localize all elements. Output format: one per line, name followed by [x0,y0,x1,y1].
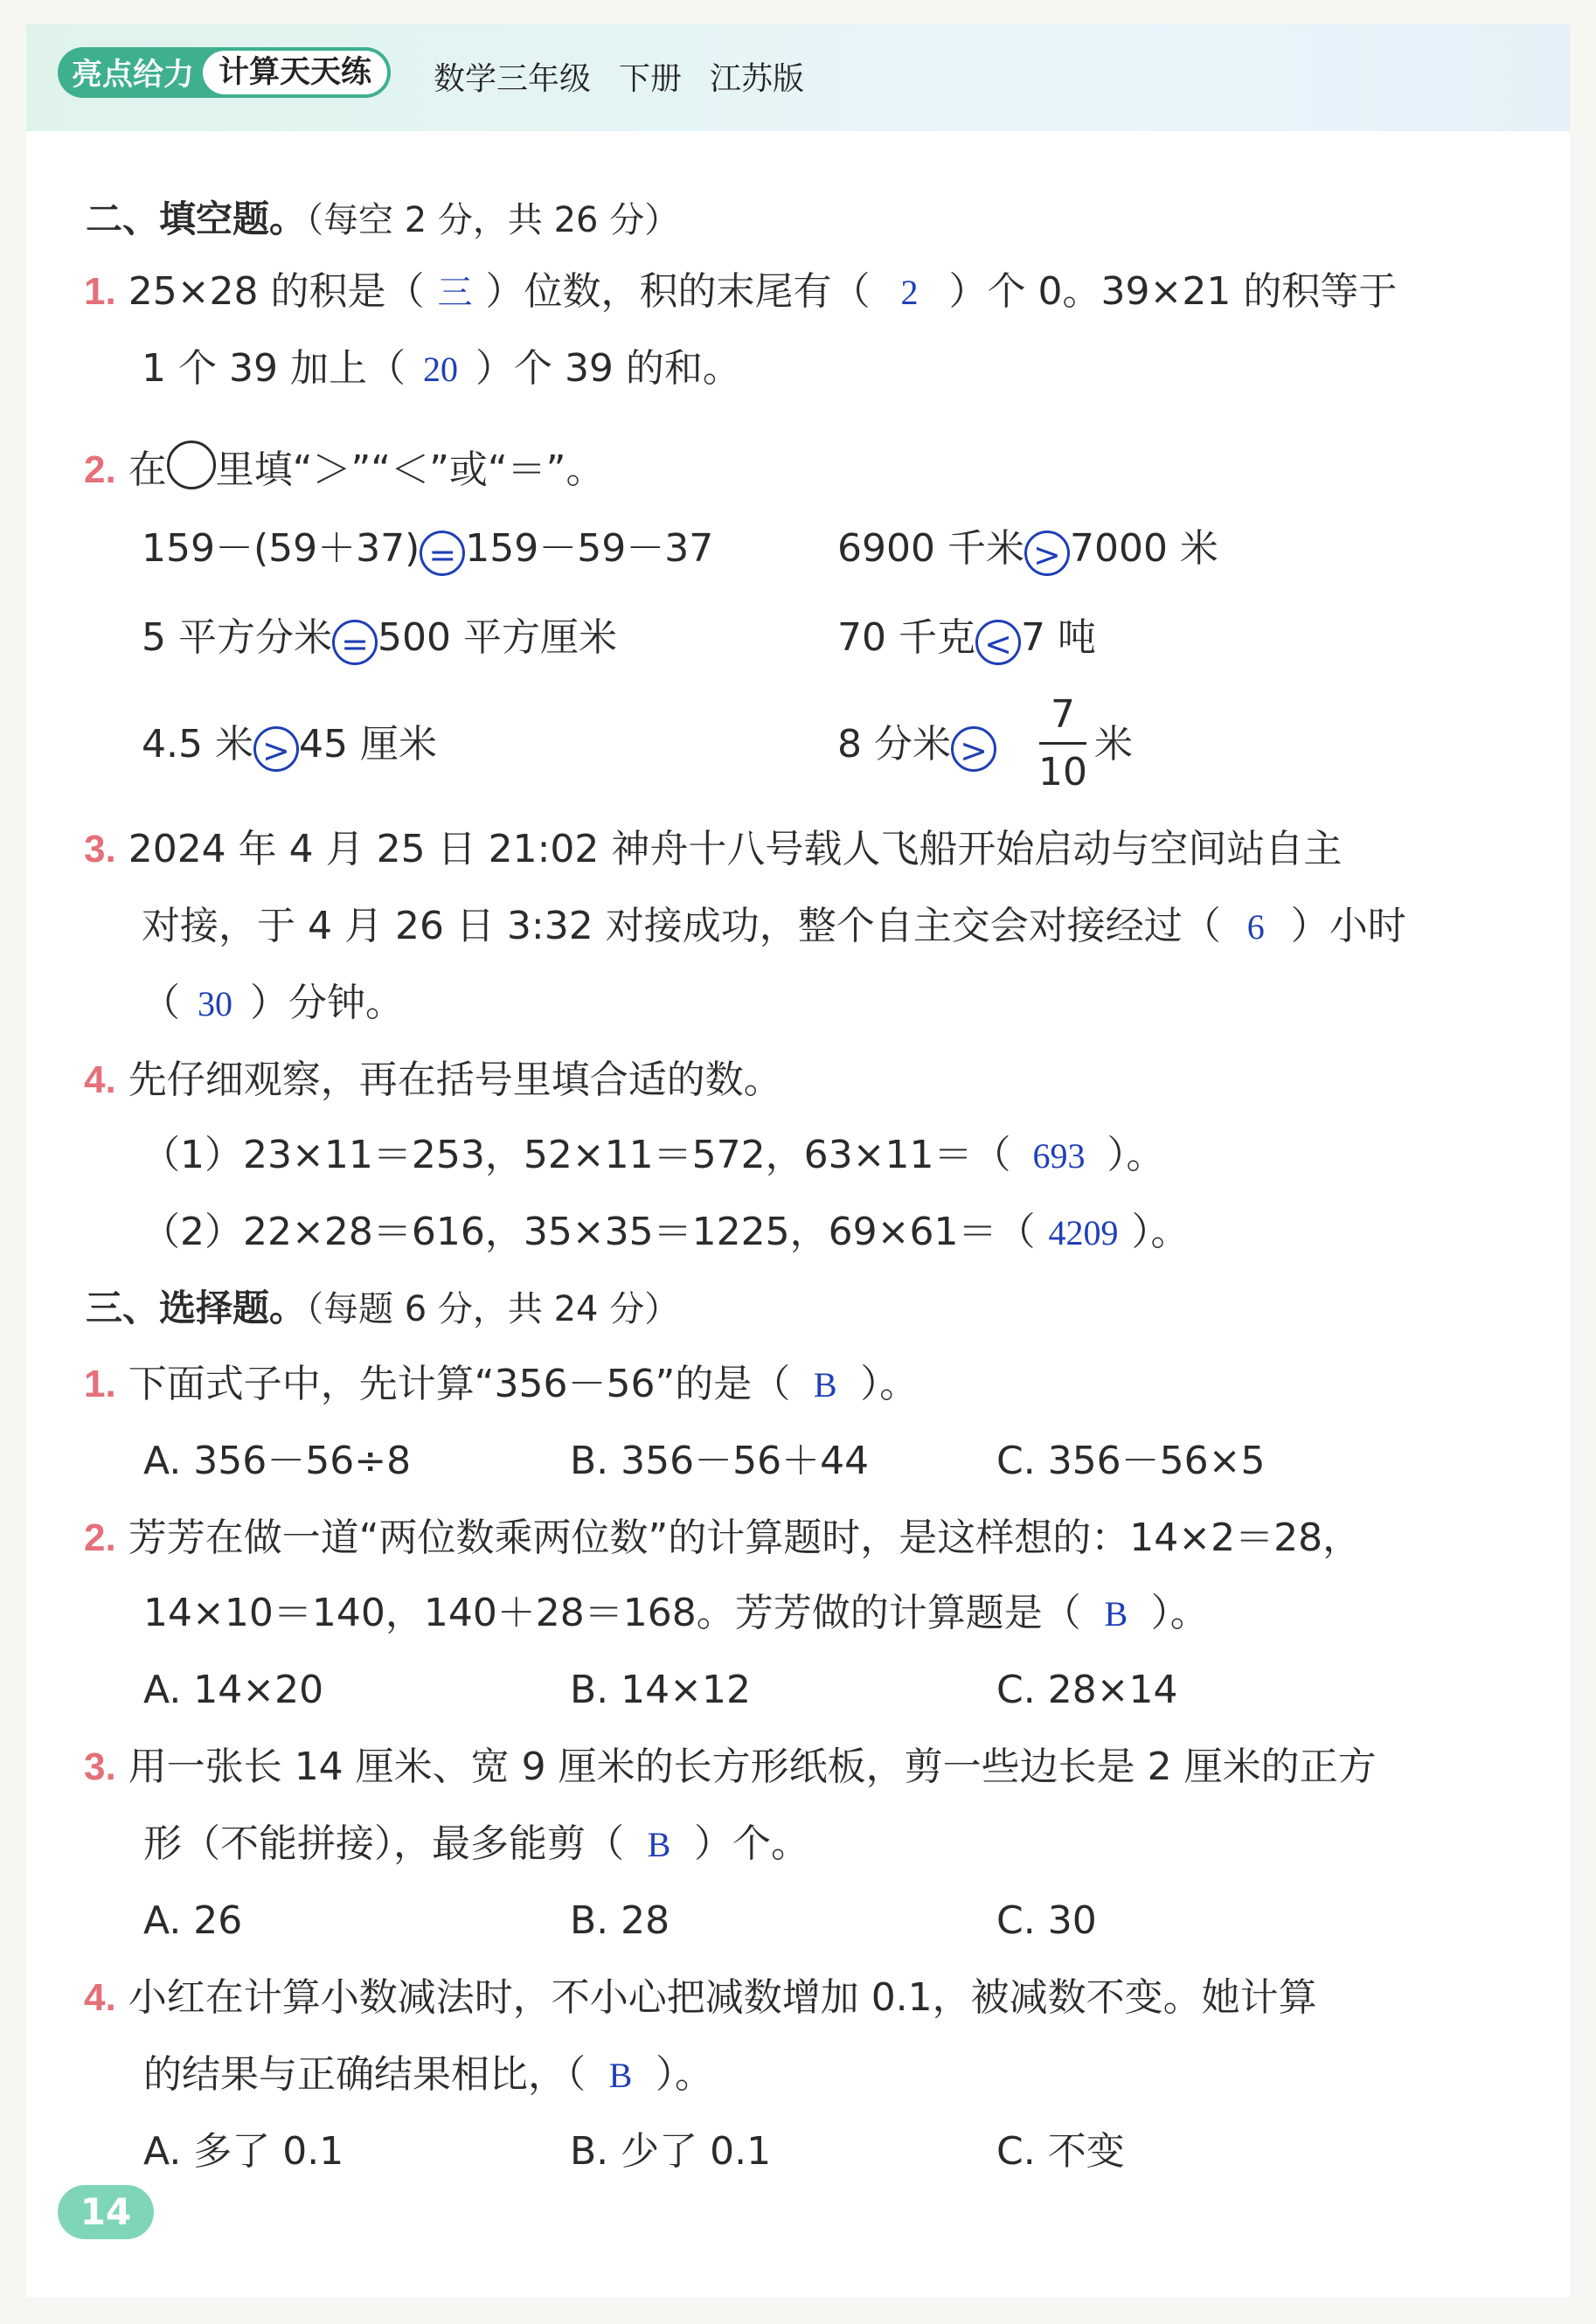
question-text: 先仔细观察，再在括号里填合适的数。 [128,1058,782,1102]
choice-q2-line2 [143,1591,1209,1635]
option-a: A. 356－56÷8 [143,1439,412,1483]
choice-q3-line1 [84,1745,1377,1789]
section-note: （每题 6 分，共 24 分） [306,1289,680,1329]
question-number: 2. [84,1516,116,1559]
option-b: B. 少了 0.1 [570,2129,772,2174]
circle-icon [167,441,216,489]
fill-q4-sub2 [142,1210,1190,1254]
series-badge [58,47,391,98]
fraction-bar [1039,742,1086,745]
question-text: ）个。 [694,1821,809,1866]
fill-q3-line3 [142,981,404,1025]
compare-circle: = [420,531,465,576]
question-text: （2）22×28＝616，35×35＝1225，69×61＝（ [142,1210,1036,1254]
answer-text: 三 [437,273,473,312]
section-title-text: 二、填空题。 [86,198,307,240]
option-b: B. 28 [570,1898,670,1943]
compare-row2-right [837,615,1096,665]
compare-row3-right [837,722,996,772]
question-text: ）。 [1131,1210,1190,1254]
question-text: 14×10＝140，140＋28＝168。芳芳做的计算题是（ [143,1591,1081,1635]
question-text: 用一张长 14 厘米、宽 9 厘米的长方形纸板，剪一些边长是 2 厘米的正方 [128,1745,1377,1789]
compare-left: 4.5 米 [142,722,253,767]
answer-text: 20 [422,350,458,389]
answer-text: B [813,1365,837,1405]
option-a: A. 多了 0.1 [143,2129,344,2174]
answer-text: 693 [1032,1136,1086,1176]
answer-text: B [1104,1594,1128,1634]
fill-q2-line1 [84,441,605,492]
compare-circle: > [1024,531,1070,576]
question-text: ）。 [656,2052,713,2097]
option-b: B. 356－56＋44 [570,1439,870,1483]
compare-right: 7 吨 [1020,615,1096,660]
question-text: ）个 0。39×21 的积等于 [948,269,1398,314]
question-number: 2. [84,448,116,491]
compare-circle: < [975,620,1021,665]
compare-left: 159－(59＋37) [142,526,420,571]
question-text: 芳芳在做一道“两位数乘两位数”的计算题时，是这样想的：14×2＝28， [128,1516,1362,1560]
question-text: ）个 39 的和。 [475,346,741,391]
question-text: （1）23×11＝253，52×11＝572，63×11＝（ [142,1133,1011,1177]
question-number: 3. [84,1745,116,1788]
option-c: C. 不变 [996,2129,1125,2174]
compare-row1-left [142,526,714,576]
compare-left: 5 平方分米 [142,615,332,660]
fill-q4-sub1 [142,1133,1165,1177]
choice-q1-line1 [84,1362,919,1406]
compare-left: 70 千克 [837,615,975,660]
section-title-text: 三、选择题。 [86,1287,307,1329]
compare-row3-left [142,722,437,772]
compare-row1-right [837,526,1218,576]
question-text: ）位数，积的末尾有（ [485,269,871,314]
fill-q1-line2 [142,346,741,391]
compare-circle: > [951,726,996,772]
answer-text: B [608,2056,633,2095]
question-text: ）。 [860,1362,919,1406]
answer-text: 2 [900,273,919,312]
answer-text: 6 [1246,907,1265,947]
option-b: B. 14×12 [570,1668,752,1712]
edition-label: 江苏版 [710,61,805,97]
badge-series: 计算天天练 [203,51,387,94]
fill-q4-line1 [84,1058,782,1102]
compare-circle: > [253,726,299,772]
option-c: C. 28×14 [996,1668,1178,1712]
question-number: 1. [84,270,116,313]
volume-label: 下册 [619,61,683,97]
question-number: 3. [84,828,116,871]
question-number: 1. [84,1363,116,1405]
question-text: ）小时 [1290,904,1406,948]
answer-text: 30 [198,984,232,1023]
fraction-numerator: 7 [1051,692,1075,737]
fill-q3-line1 [84,827,1343,871]
option-a: A. 26 [143,1898,243,1943]
fill-q3-line2 [142,904,1406,948]
question-text: （ [142,981,180,1025]
question-text: 在 [128,447,167,492]
option-a: A. 14×20 [143,1668,324,1712]
compare-left: 8 分米 [837,722,951,767]
choice-q4-line1 [84,1975,1317,2020]
fill-q1-line1 [84,269,1398,314]
compare-right: 500 平方厘米 [377,615,617,660]
choice-q3-line2 [143,1821,809,1866]
question-text: ）。 [1107,1133,1165,1177]
question-text: ）。 [1150,1591,1209,1635]
question-text: 下面式子中，先计算“356－56”的是（ [128,1362,791,1406]
question-number: 4. [84,1058,116,1101]
subject-label: 数学三年级 [434,61,592,97]
question-text: 小红在计算小数减法时，不小心把减数增加 0.1，被减数不变。她计算 [128,1975,1317,2020]
question-number: 4. [84,1976,116,2019]
question-text: 1 个 39 加上（ [142,346,406,391]
compare-circle: = [332,620,378,665]
compare-left: 6900 千米 [837,526,1024,571]
choice-q2-line1 [84,1516,1362,1560]
answer-text: B [647,1825,671,1864]
compare-right: 159－59－37 [465,526,714,571]
question-text: 的结果与正确结果相比，（ [143,2052,586,2097]
fraction-unit: 米 [1094,722,1133,767]
section-2-title [86,198,680,240]
choice-q4-line2 [143,2052,713,2097]
compare-right: 45 厘米 [298,722,437,767]
answer-text: 4209 [1048,1213,1119,1252]
fraction [1038,692,1087,794]
section-note: （每空 2 分，共 26 分） [306,200,680,240]
badge-brand: 亮点给力 [72,58,195,93]
section-3-title [86,1287,680,1329]
compare-row2-left [142,615,617,665]
compare-right: 7000 米 [1069,526,1218,571]
question-text: ）分钟。 [250,981,404,1025]
question-text: 里填“＞”“＜”或“＝”。 [215,447,605,492]
question-text: 对接，于 4 月 26 日 3:32 对接成功，整个自主交会对接经过（ [142,904,1221,948]
option-c: C. 30 [996,1898,1097,1943]
question-text: 形（不能拼接），最多能剪（ [143,1821,624,1866]
option-c: C. 356－56×5 [996,1439,1266,1483]
page-number: 14 [58,2185,154,2239]
fraction-denominator: 10 [1038,750,1087,794]
question-text: 2024 年 4 月 25 日 21:02 神舟十八号载人飞船开始启动与空间站自主 [128,827,1343,871]
question-text: 25×28 的积是（ [128,269,425,314]
